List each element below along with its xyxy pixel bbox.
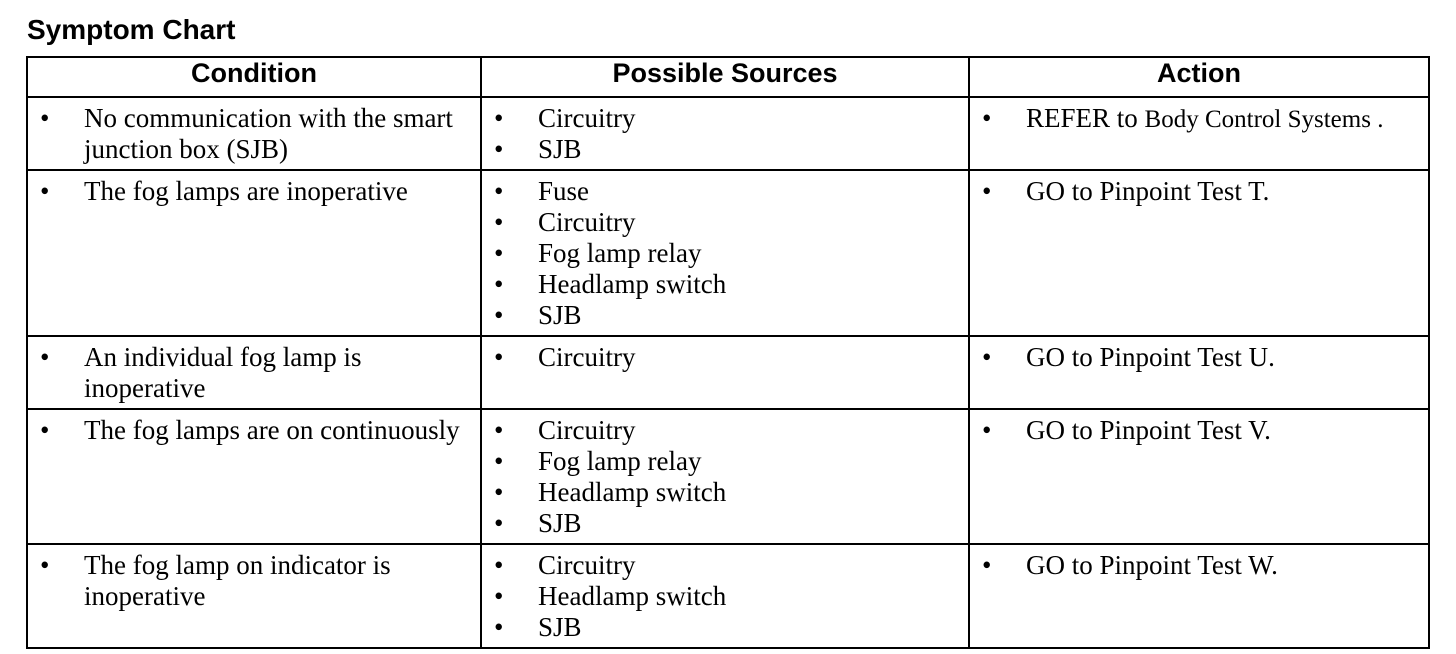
condition-cell bbox=[27, 544, 481, 648]
action-cell bbox=[969, 409, 1429, 544]
action-text: GO to Pinpoint Test W. bbox=[1026, 550, 1278, 580]
page-title: Symptom Chart bbox=[27, 14, 236, 45]
sources-cell bbox=[481, 544, 969, 648]
table-row bbox=[27, 544, 1429, 648]
source-text: Circuitry bbox=[538, 415, 636, 445]
source-text: Circuitry bbox=[538, 550, 636, 580]
action-item bbox=[982, 176, 1422, 207]
source-item bbox=[494, 446, 962, 477]
condition-text: The fog lamp on indicator is inoperative bbox=[84, 550, 391, 611]
bullet-icon: • bbox=[40, 176, 50, 206]
source-item bbox=[494, 612, 962, 643]
source-item bbox=[494, 581, 962, 612]
table-row bbox=[27, 170, 1429, 336]
source-text: Headlamp switch bbox=[538, 269, 727, 299]
source-text: SJB bbox=[538, 612, 582, 642]
bullet-icon: • bbox=[494, 269, 504, 299]
source-item bbox=[494, 477, 962, 508]
action-text: GO to Pinpoint Test T. bbox=[1026, 176, 1270, 206]
bullet-icon: • bbox=[494, 415, 504, 445]
condition-cell bbox=[27, 409, 481, 544]
bullet-icon: • bbox=[494, 342, 504, 372]
source-item bbox=[494, 415, 962, 446]
header-row bbox=[27, 57, 1429, 97]
action-cell bbox=[969, 336, 1429, 409]
condition-item bbox=[40, 103, 474, 165]
action-reference-link[interactable]: Body Control Systems bbox=[1144, 106, 1371, 133]
action-item bbox=[982, 550, 1422, 581]
source-text: SJB bbox=[538, 134, 582, 164]
source-item bbox=[494, 300, 962, 331]
source-text: Headlamp switch bbox=[538, 581, 727, 611]
bullet-icon: • bbox=[494, 446, 504, 476]
source-text: Fuse bbox=[538, 176, 590, 206]
bullet-icon: • bbox=[982, 103, 992, 133]
table-row bbox=[27, 336, 1429, 409]
source-text: Circuitry bbox=[538, 207, 636, 237]
source-item bbox=[494, 238, 962, 269]
condition-item bbox=[40, 342, 474, 404]
source-text: Circuitry bbox=[538, 103, 636, 133]
action-suffix: . bbox=[1370, 106, 1384, 133]
bullet-icon: • bbox=[494, 103, 504, 133]
source-item bbox=[494, 269, 962, 300]
header-possible-sources: Possible Sources bbox=[481, 57, 969, 97]
action-text: GO to Pinpoint Test U. bbox=[1026, 342, 1275, 372]
condition-text: An individual fog lamp is inoperative bbox=[84, 342, 362, 403]
bullet-icon: • bbox=[494, 134, 504, 164]
action-cell bbox=[969, 97, 1429, 170]
action-text: GO to Pinpoint Test V. bbox=[1026, 415, 1271, 445]
bullet-icon: • bbox=[494, 508, 504, 538]
condition-item bbox=[40, 550, 474, 612]
action-item bbox=[982, 103, 1422, 135]
bullet-icon: • bbox=[982, 415, 992, 445]
header-condition: Condition bbox=[27, 57, 481, 97]
action-cell bbox=[969, 170, 1429, 336]
source-item bbox=[494, 342, 962, 373]
condition-item bbox=[40, 415, 474, 446]
bullet-icon: • bbox=[494, 176, 504, 206]
source-text: Headlamp switch bbox=[538, 477, 727, 507]
bullet-icon: • bbox=[494, 581, 504, 611]
source-item bbox=[494, 103, 962, 134]
source-item bbox=[494, 550, 962, 581]
sources-cell bbox=[481, 97, 969, 170]
source-text: Fog lamp relay bbox=[538, 446, 702, 476]
symptom-chart-table bbox=[26, 56, 1430, 649]
source-text: SJB bbox=[538, 508, 582, 538]
condition-text: The fog lamps are on continuously bbox=[84, 415, 460, 445]
source-text: Fog lamp relay bbox=[538, 238, 702, 268]
table-row bbox=[27, 97, 1429, 170]
condition-cell bbox=[27, 336, 481, 409]
bullet-icon: • bbox=[494, 238, 504, 268]
condition-text: The fog lamps are inoperative bbox=[84, 176, 408, 206]
bullet-icon: • bbox=[982, 176, 992, 206]
sources-cell bbox=[481, 409, 969, 544]
condition-cell bbox=[27, 97, 481, 170]
table-row bbox=[27, 409, 1429, 544]
condition-cell bbox=[27, 170, 481, 336]
bullet-icon: • bbox=[40, 550, 50, 580]
bullet-icon: • bbox=[40, 342, 50, 372]
bullet-icon: • bbox=[982, 342, 992, 372]
source-item bbox=[494, 207, 962, 238]
bullet-icon: • bbox=[982, 550, 992, 580]
source-text: Circuitry bbox=[538, 342, 636, 372]
header-action: Action bbox=[969, 57, 1429, 97]
sources-cell bbox=[481, 336, 969, 409]
source-item bbox=[494, 508, 962, 539]
bullet-icon: • bbox=[494, 207, 504, 237]
bullet-icon: • bbox=[40, 415, 50, 445]
source-text: SJB bbox=[538, 300, 582, 330]
action-text: REFER to bbox=[1026, 103, 1145, 133]
action-item bbox=[982, 342, 1422, 373]
bullet-icon: • bbox=[40, 103, 50, 133]
action-item bbox=[982, 415, 1422, 446]
condition-text: No communication with the smart junction box (SJB) bbox=[84, 103, 453, 164]
bullet-icon: • bbox=[494, 550, 504, 580]
bullet-icon: • bbox=[494, 612, 504, 642]
sources-cell bbox=[481, 170, 969, 336]
condition-item bbox=[40, 176, 474, 207]
source-item bbox=[494, 134, 962, 165]
bullet-icon: • bbox=[494, 300, 504, 330]
bullet-icon: • bbox=[494, 477, 504, 507]
source-item bbox=[494, 176, 962, 207]
action-cell bbox=[969, 544, 1429, 648]
